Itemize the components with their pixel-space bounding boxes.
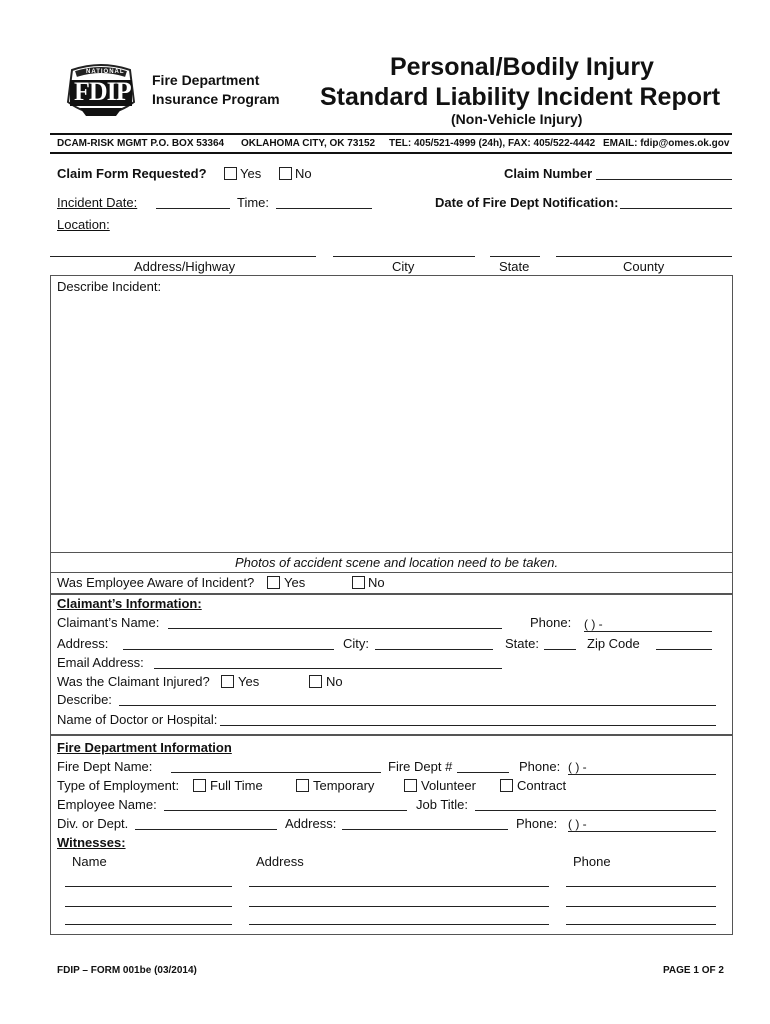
claimant-name-field[interactable] [168,628,502,629]
claimant-phone-field[interactable]: ( ) - [584,617,712,632]
claim-requested-yes-label: Yes [240,166,262,181]
describe-incident-label: Describe Incident: [57,279,162,294]
fd-address-field[interactable] [342,829,508,830]
photos-note: Photos of accident scene and location need to be taken. [235,555,559,570]
address-highway-caption: Address/Highway [134,259,236,274]
county-field[interactable] [556,256,732,257]
state-caption: State [499,259,530,274]
claimant-address-field[interactable] [123,649,334,650]
witness2-phone-field[interactable] [566,906,716,907]
employee-name-label: Employee Name: [57,797,157,812]
injured-no-checkbox[interactable] [309,675,322,688]
witness-phone-header: Phone [573,854,611,869]
witness1-address-field[interactable] [249,886,549,887]
claimant-injured-label: Was the Claimant Injured? [57,674,210,689]
page-number: PAGE 1 OF 2 [663,965,724,976]
claimant-address-label: Address: [57,636,109,651]
witness3-name-field[interactable] [65,924,232,925]
fire-dept-heading: Fire Department Information [57,740,232,755]
aware-no-checkbox[interactable] [352,576,365,589]
temporary-label: Temporary [313,778,375,793]
claim-requested-no-checkbox[interactable] [279,167,292,180]
claimant-email-label: Email Address: [57,655,144,670]
temporary-checkbox[interactable] [296,779,309,792]
fd-phone2-label: Phone: [516,816,558,831]
job-title-label: Job Title: [416,797,469,812]
claim-requested-label: Claim Form Requested? [57,166,207,181]
claim-number-field[interactable] [596,179,732,180]
time-label: Time: [237,195,270,210]
volunteer-label: Volunteer [421,778,476,793]
fd-phone2-field[interactable]: ( ) - [568,817,716,832]
employee-aware-label: Was Employee Aware of Incident? [57,575,255,590]
state-field[interactable] [490,256,540,257]
city-field[interactable] [333,256,475,257]
witness1-phone-field[interactable] [566,886,716,887]
witness2-address-field[interactable] [249,906,549,907]
claimant-city-label: City: [343,636,369,651]
employee-name-field[interactable] [164,810,407,811]
notification-field[interactable] [620,208,732,209]
fire-dept-phone-field[interactable]: ( ) - [568,760,716,775]
contact-city: OKLAHOMA CITY, OK 73152 [241,138,376,149]
city-caption: City [392,259,415,274]
job-title-field[interactable] [475,810,716,811]
title-line2: Standard Liability Incident Report [320,83,721,111]
claimant-describe-label: Describe: [57,692,112,707]
logo-text: FDIP [74,77,131,106]
claimant-name-label: Claimant’s Name: [57,615,160,630]
doctor-label: Name of Doctor or Hospital: [57,712,218,727]
fire-dept-number-label: Fire Dept # [388,759,453,774]
aware-no-label: No [368,575,385,590]
doctor-field[interactable] [220,725,716,726]
aware-yes-label: Yes [284,575,306,590]
contact-tel: TEL: 405/521-4999 (24h), FAX: 405/522-4442 [389,138,596,149]
claim-requested-yes-checkbox[interactable] [224,167,237,180]
location-label: Location: [57,217,110,232]
witness2-name-field[interactable] [65,906,232,907]
fdip-logo [62,62,140,124]
logo-top-text: NATIONAL [86,69,125,75]
fire-dept-name-field[interactable] [171,772,381,773]
witness1-name-field[interactable] [65,886,232,887]
volunteer-checkbox[interactable] [404,779,417,792]
form-id: FDIP – FORM 001be (03/2014) [57,965,197,976]
org-name-line1: Fire Department [152,72,260,88]
fd-address-label: Address: [285,816,337,831]
injured-no-label: No [326,674,343,689]
county-caption: County [623,259,665,274]
employment-type-label: Type of Employment: [57,778,180,793]
title-line1: Personal/Bodily Injury [390,53,654,81]
claimant-state-label: State: [505,636,539,651]
witness-name-header: Name [72,854,107,869]
contract-checkbox[interactable] [500,779,513,792]
claimant-city-field[interactable] [375,649,493,650]
subtitle: (Non-Vehicle Injury) [451,111,583,127]
time-field[interactable] [276,208,372,209]
injured-yes-label: Yes [238,674,260,689]
witness3-phone-field[interactable] [566,924,716,925]
incident-date-label: Incident Date: [57,195,138,210]
fire-dept-name-label: Fire Dept Name: [57,759,153,774]
claimant-email-field[interactable] [154,668,502,669]
injured-yes-checkbox[interactable] [221,675,234,688]
org-name-line2: Insurance Program [152,91,280,107]
claimant-heading: Claimant’s Information: [57,596,202,611]
full-time-label: Full Time [210,778,263,793]
claimant-state-field[interactable] [544,649,576,650]
describe-incident-box[interactable] [50,275,733,595]
witness-address-header: Address [256,854,304,869]
claim-number-label: Claim Number [504,166,593,181]
notification-label: Date of Fire Dept Notification: [435,195,619,210]
witnesses-heading: Witnesses: [57,835,126,850]
div-dept-field[interactable] [135,829,277,830]
contact-email: EMAIL: fdip@omes.ok.gov [603,138,730,149]
claimant-phone-label: Phone: [530,615,572,630]
claimant-describe-field[interactable] [119,705,716,706]
div-dept-label: Div. or Dept. [57,816,129,831]
contract-label: Contract [517,778,567,793]
witness3-address-field[interactable] [249,924,549,925]
incident-date-field[interactable] [156,208,230,209]
fire-dept-phone-label: Phone: [519,759,561,774]
claimant-zip-label: Zip Code [587,636,640,651]
claimant-zip-field[interactable] [656,649,712,650]
full-time-checkbox[interactable] [193,779,206,792]
fire-dept-number-field[interactable] [457,772,509,773]
address-highway-field[interactable] [50,256,316,257]
claim-requested-no-label: No [295,166,312,181]
contact-address: DCAM-RISK MGMT P.O. BOX 53364 [57,138,225,149]
aware-yes-checkbox[interactable] [267,576,280,589]
